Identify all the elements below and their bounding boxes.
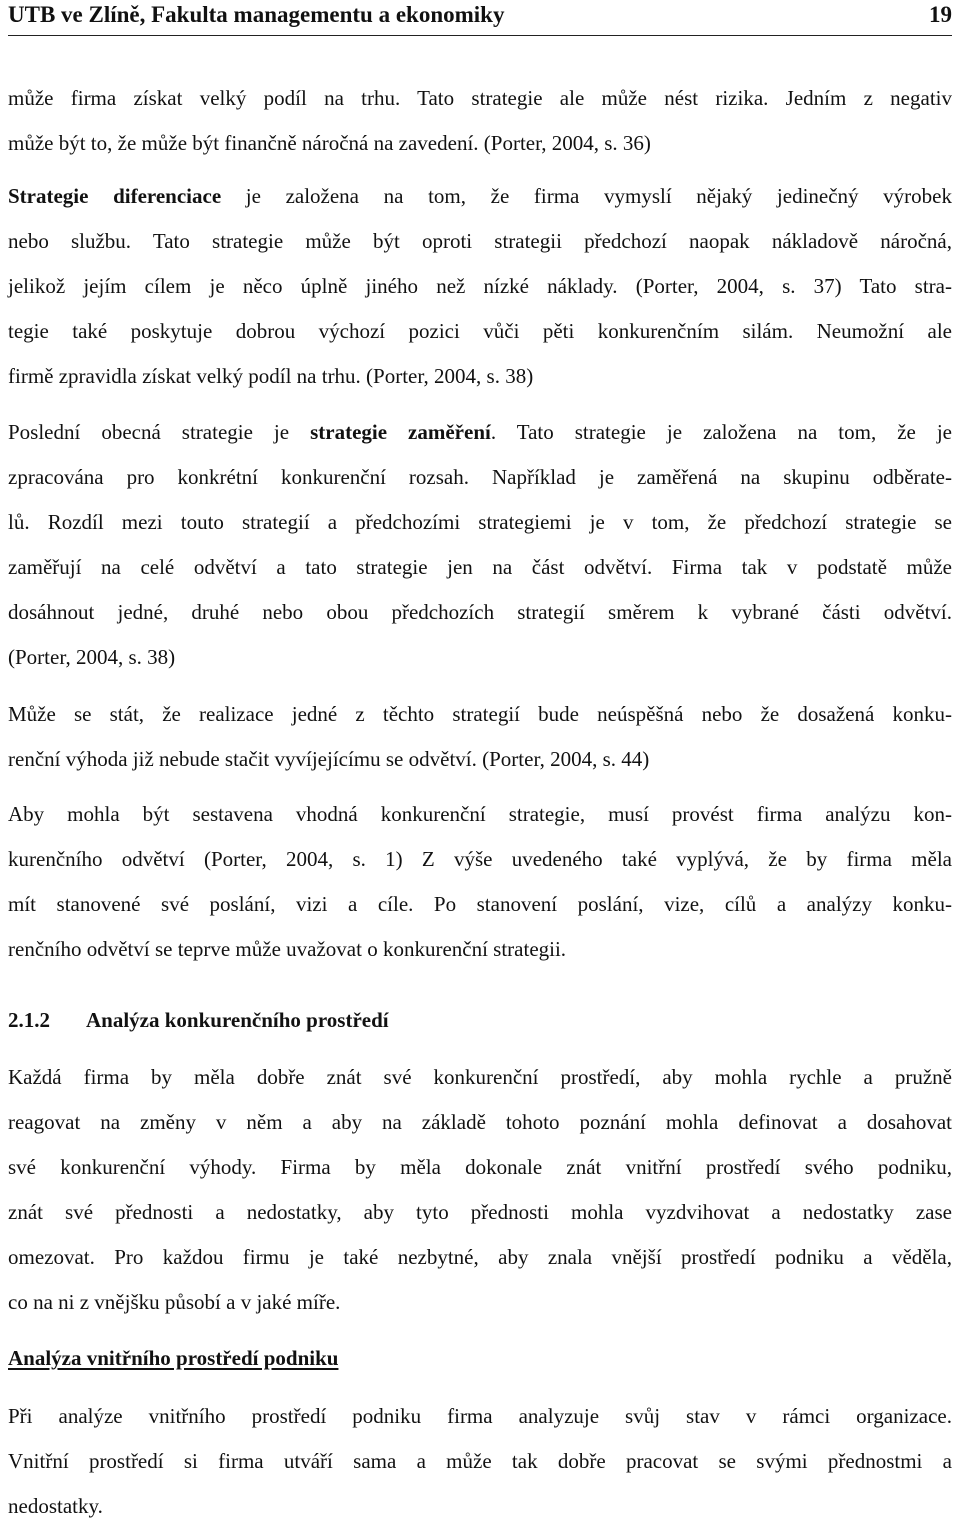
paragraph-7: [8, 1394, 952, 1529]
section-title: Analýza konkurenčního prostředí: [86, 1008, 389, 1032]
text-line: znát své přednosti a nedostatky, aby tyto přednosti mohla vyzdvihovat a nedostatky zase: [8, 1200, 952, 1224]
text-line: nebo službu. Tato strategie může být oproti strategii předchozí naopak nákladově náročná,: [8, 229, 952, 253]
text-line: lů. Rozdíl mezi touto strategií a předchozími strategiemi je v tom, že předchozí strategie se: [8, 510, 952, 534]
text-line: Aby mohla být sestavena vhodná konkurenční strategie, musí provést firma analýzu kon-: [8, 802, 952, 826]
text-run: je založena na tom, že firma vymyslí nějaký jedinečný výrobek: [221, 184, 952, 208]
bold-term: Strategie diferenciace: [8, 184, 222, 208]
page-header: [8, 0, 952, 36]
text-line: jelikož jejím cílem je něco úplně jiného než nízké náklady. (Porter, 2004, s. 37) Tato stra-: [8, 274, 952, 298]
section-number: 2.1.2: [8, 1008, 50, 1032]
paragraph-5: [8, 792, 952, 972]
text-line: může firma získat velký podíl na trhu. Tato strategie ale může nést rizika. Jedním z negativ: [8, 86, 952, 110]
text-line: (Porter, 2004, s. 38): [8, 645, 176, 669]
subsection-heading: Analýza vnitřního prostředí podniku: [8, 1346, 339, 1370]
text-line: firmě zpravidla získat velký podíl na trhu. (Porter, 2004, s. 38): [8, 364, 534, 388]
text-run: Poslední obecná strategie je: [8, 420, 311, 444]
paragraph-1: [8, 76, 952, 166]
text-line: tegie také poskytuje dobrou výchozí pozici vůči pěti konkurenčním silám. Neumožní ale: [8, 319, 952, 343]
paragraph-2: [8, 174, 952, 399]
section-heading: [8, 998, 389, 1043]
text-line: dosáhnout jedné, druhé nebo obou předchozích strategií směrem k vybrané části odvětví.: [8, 600, 952, 624]
text-line: mít stanovené své poslání, vizi a cíle. Po stanovení poslání, vize, cílů a analýzy konku-: [8, 892, 952, 916]
text-run: . Tato strategie je založena na tom, že je: [490, 420, 952, 444]
paragraph-3: [8, 410, 952, 680]
text-line: co na ni z vnějšku působí a v jaké míře.: [8, 1290, 341, 1314]
text-line: může být to, že může být finančně náročná na zavedení. (Porter, 2004, s. 36): [8, 131, 651, 155]
text-line: Každá firma by měla dobře znát své konkurenční prostředí, aby mohla rychle a pružně: [8, 1065, 952, 1089]
paragraph-4: [8, 692, 952, 782]
text-line: renčního odvětví se teprve může uvažovat o konkurenční strategii.: [8, 937, 567, 961]
header-title: UTB ve Zlíně, Fakulta managementu a ekonomiky: [8, 2, 505, 27]
text-line: nedostatky.: [8, 1494, 103, 1518]
text-line: Při analýze vnitřního prostředí podniku firma analyzuje svůj stav v rámci organizace.: [8, 1404, 952, 1428]
text-line: [8, 174, 952, 219]
text-line: Vnitřní prostředí si firma utváří sama a může tak dobře pracovat se svými přednostmi a: [8, 1449, 952, 1473]
text-line: [8, 410, 952, 455]
text-line: Může se stát, že realizace jedné z těchto strategií bude neúspěšná nebo že dosažená konku-: [8, 702, 952, 726]
text-line: renční výhoda již nebude stačit vyvíjejícímu se odvětví. (Porter, 2004, s. 44): [8, 747, 650, 771]
text-line: zpracována pro konkrétní konkurenční rozsah. Například je zaměřená na skupinu odběrate-: [8, 465, 952, 489]
page-number: 19: [929, 2, 952, 27]
text-line: omezovat. Pro každou firmu je také nezbytné, aby znala vnější prostředí podniku a věděla,: [8, 1245, 952, 1269]
text-line: své konkurenční výhody. Firma by měla dokonale znát vnitřní prostředí svého podniku,: [8, 1155, 952, 1179]
text-line: reagovat na změny v něm a aby na základě tohoto poznání mohla definovat a dosahovat: [8, 1110, 952, 1134]
bold-term: strategie zaměření: [310, 420, 491, 444]
paragraph-6: [8, 1055, 952, 1325]
text-line: zaměřují na celé odvětví a tato strategie jen na část odvětví. Firma tak v podstatě může: [8, 555, 952, 579]
text-line: kurenčního odvětví (Porter, 2004, s. 1) Z výše uvedeného také vyplývá, že by firma měla: [8, 847, 952, 871]
